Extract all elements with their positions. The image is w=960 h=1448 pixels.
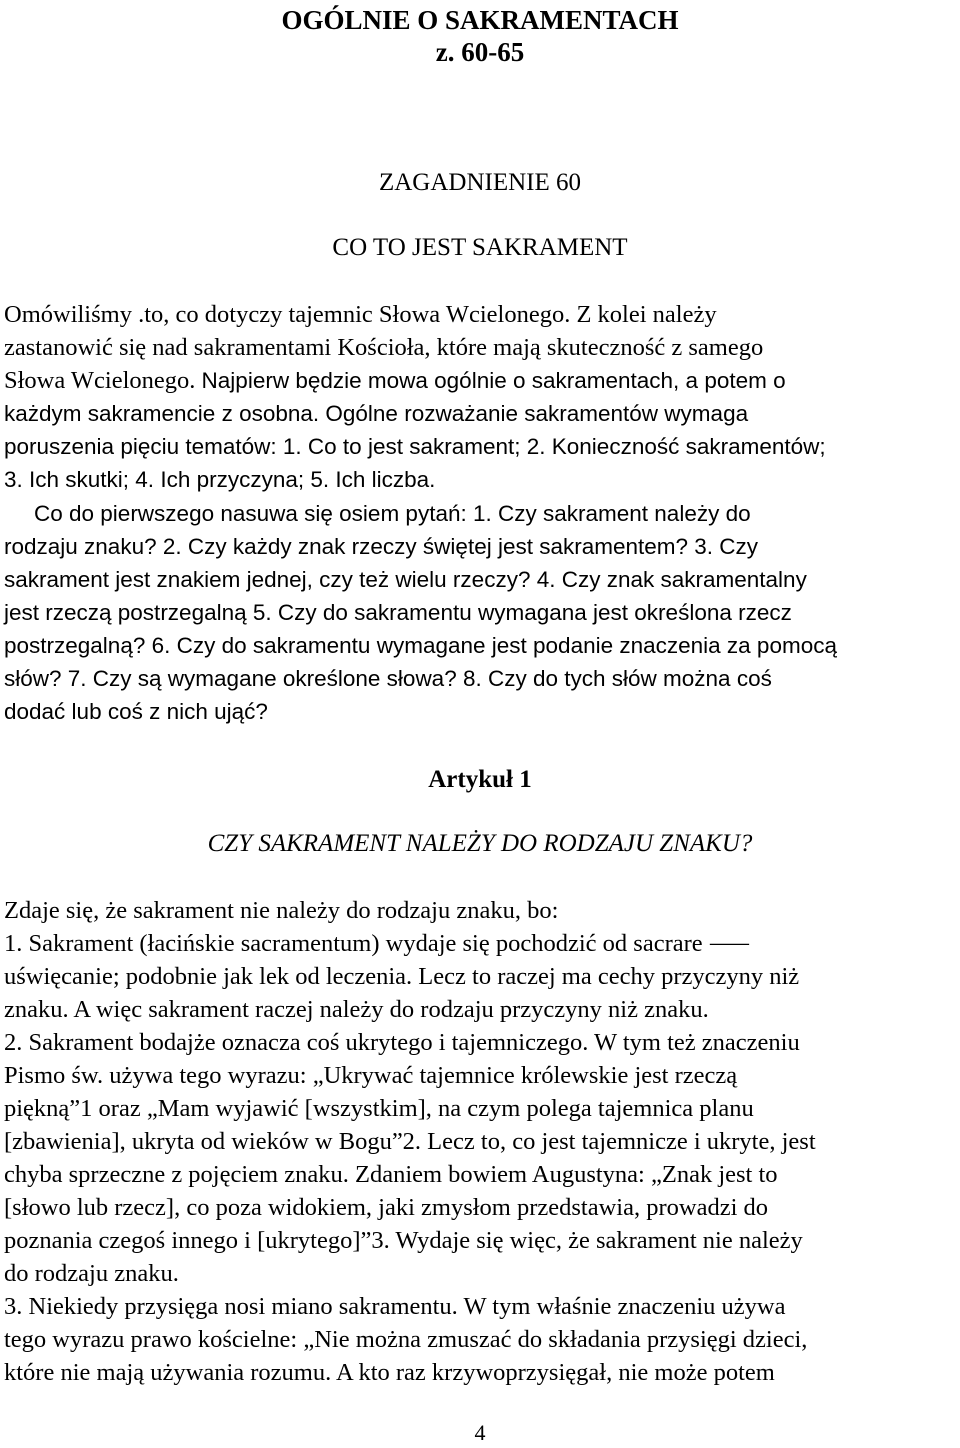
intro-line-serif-part: Słowa Wcielonego. xyxy=(4,367,202,394)
body-line: 2. Sakrament bodajże oznacza coś ukrytego i tajemniczego. W tym też znaczeniu xyxy=(4,1029,800,1056)
intro-line: zastanowić się nad sakramentami Kościoła, które mają skuteczność z samego xyxy=(4,334,764,361)
intro-paragraph xyxy=(4,298,956,496)
title-line-2: z. 60-65 xyxy=(435,37,525,67)
body-paragraph xyxy=(4,894,956,1389)
intro-line xyxy=(4,364,956,397)
questions-paragraph xyxy=(4,497,956,728)
body-line: [zbawienia], ukryta od wieków w Bogu”2. Lecz to, co jest tajemnicze i ukryte, jest xyxy=(4,1128,816,1155)
body-line: Pismo św. używa tego wyrazu: „Ukrywać tajemnice królewskie jest rzeczą xyxy=(4,1062,738,1089)
page-number: 4 xyxy=(474,1420,486,1445)
body-line: które nie mają używania rozumu. A kto raz krzywoprzysięgał, nie może potem xyxy=(4,1359,775,1386)
questions-line: Co do pierwszego nasuwa się osiem pytań: 1. Czy sakrament należy do xyxy=(34,501,751,526)
questions-line: jest rzeczą postrzegalną 5. Czy do sakramentu wymagana jest określona rzecz xyxy=(4,600,792,625)
section-label: ZAGADNIENIE 60 xyxy=(378,169,582,196)
article-label: Artykuł 1 xyxy=(428,766,532,793)
intro-line-sans-part: Najpierw będzie mowa ogólnie o sakramentach, a potem o xyxy=(201,368,786,393)
intro-line: każdym sakramencie z osobna. Ogólne rozważanie sakramentów wymaga xyxy=(4,401,749,426)
body-line: [słowo lub rzecz], co poza widokiem, jaki zmysłom przedstawia, prowadzi do xyxy=(4,1194,769,1221)
body-line: znaku. A więc sakrament raczej należy do rodzaju przyczyny niż znaku. xyxy=(4,996,709,1023)
body-line: tego wyrazu prawo kościelne: „Nie można zmuszać do składania przysięgi dzieci, xyxy=(4,1326,808,1353)
questions-line: dodać lub coś z nich ująć? xyxy=(4,699,268,724)
questions-line: słów? 7. Czy są wymagane określone słowa? 8. Czy do tych słów można coś xyxy=(4,666,772,691)
intro-line: Omówiliśmy .to, co dotyczy tajemnic Słowa Wcielonego. Z kolei należy xyxy=(4,301,717,328)
section-title: CO TO JEST SAKRAMENT xyxy=(332,234,628,261)
body-line: Zdaje się, że sakrament nie należy do rodzaju znaku, bo: xyxy=(4,897,559,924)
body-line: do rodzaju znaku. xyxy=(4,1260,179,1287)
article-question: CZY SAKRAMENT NALEŻY DO RODZAJU ZNAKU? xyxy=(207,830,753,857)
body-line: 3. Niekiedy przysięga nosi miano sakramentu. W tym właśnie znaczeniu używa xyxy=(4,1293,786,1320)
body-line: piękną”1 oraz „Mam wyjawić [wszystkim], na czym polega tajemnica planu xyxy=(4,1095,754,1122)
intro-line: 3. Ich skutki; 4. Ich przyczyna; 5. Ich liczba. xyxy=(4,467,436,492)
document-title xyxy=(0,4,960,68)
questions-line: sakrament jest znakiem jednej, czy też wielu rzeczy? 4. Czy znak sakramentalny xyxy=(4,567,807,592)
body-line: chyba sprzeczne z pojęciem znaku. Zdaniem bowiem Augustyna: „Znak jest to xyxy=(4,1161,778,1188)
body-line: poznania czegoś innego i [ukrytego]”3. Wydaje się więc, że sakrament nie należy xyxy=(4,1227,803,1254)
body-line: uświęcanie; podobnie jak lek od leczenia. Lecz to raczej ma cechy przyczyny niż xyxy=(4,963,800,990)
body-line: 1. Sakrament (łacińskie sacramentum) wydaje się pochodzić od sacrare ⸺ xyxy=(4,930,751,957)
intro-line: poruszenia pięciu tematów: 1. Co to jest sakrament; 2. Konieczność sakramentów; xyxy=(4,434,826,459)
questions-line: postrzegalną? 6. Czy do sakramentu wymagane jest podanie znaczenia za pomocą xyxy=(4,633,837,658)
title-line-1: OGÓLNIE O SAKRAMENTACH xyxy=(281,5,679,35)
questions-line: rodzaju znaku? 2. Czy każdy znak rzeczy świętej jest sakramentem? 3. Czy xyxy=(4,534,759,559)
